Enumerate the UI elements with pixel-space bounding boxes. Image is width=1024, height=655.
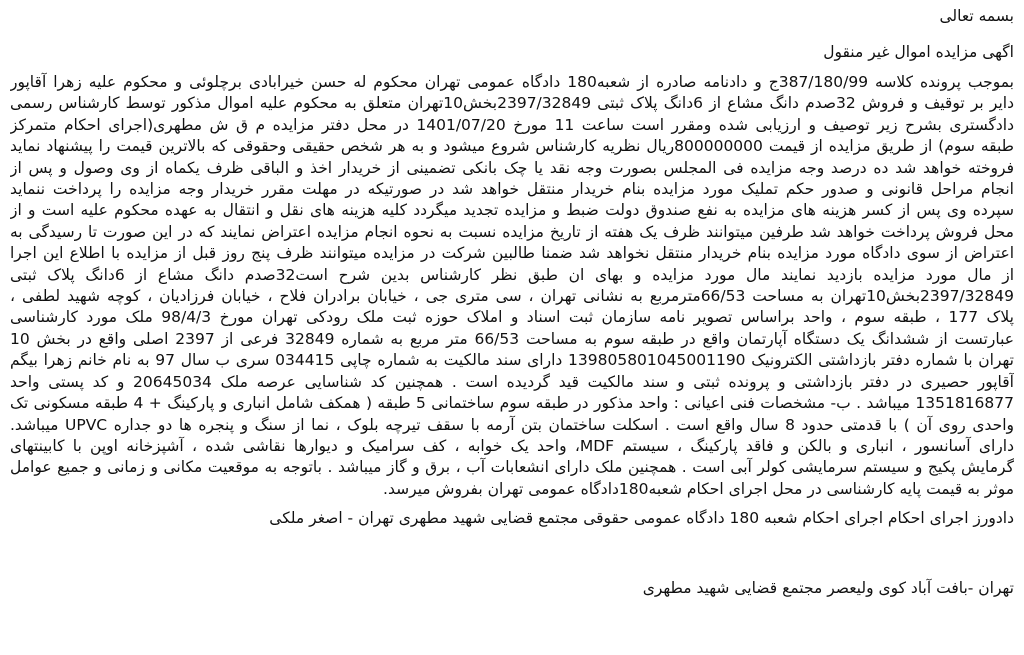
footer-address: تهران -بافت آباد کوی ولیعصر مجتمع قضایی شهید مطهری [642,578,1014,597]
body-line: دادگستری بشرح زیر توصیف و ارزیابی شده ومقرر است ساعت 11 مورخ 1401/07/20 در محل دفتر مزایده م ق ش مطهری(اجرای احکام متمرکز [10,115,1014,134]
body-line: موثر به قیمت پایه کارشناسی در محل اجرای احکام شعبه180دادگاه عمومی تهران بفروش میرسد. [383,479,1014,498]
body-line: محل فروش پرداخت خواهد شد طرفین میتوانند ظرف یک هفته از تاریخ مزایده نسبت به نحوه انجام مزایده اعتراض نمایند که در این صورت تا رسیدگی به [10,222,1014,241]
body-line: انجام مراحل قانونی و صدور حکم تملیک مورد مزایده بنام خریدار منتقل خواهد شد در صورتیکه در مهلت مقرر خریدار وجه مزایده را پرداخت ننماید [10,180,1014,199]
body-line: دایر بر توقیف و فروش 32صدم دانگ مشاع از 6دانگ پلاک ثبتی 2397/32849بخش10تهران متعلق به محکوم علیه اموال مذکور توسط کارشناس رسمی [10,94,1014,113]
notice-title: اگهی مزایده اموال غیر منقول [823,43,1014,61]
signature-line: دادورز اجرای احکام اجرای احکام شعبه 180 دادگاه عمومی حقوقی مجتمع قضایی شهید مطهری تهران - اصغر ملکی [269,509,1014,528]
body-line: از مال مورد مزایده بازدید نمایند مال مورد مزایده و بهای ان طبق نظر کارشناس بدین شرح است32صدم دانگ مشاع از 6دانگ پلاک ثبتی [10,265,1014,284]
body-line: تهران با شماره دفتر بازداشتی الکترونیک 139805801045001190 دارای سند مالکیت به شماره چاپی 034415 سری ب سال 97 به نام خانم زهرا بیگم [10,351,1014,370]
body-line: فروخته خواهد شد ده درصد وجه مزایده فی المجلس بصورت وجه نقد یا چک بانکی تضمینی از خریدار اخذ و الباقی ظرف یکماه از وی وصول و پس از [10,158,1014,177]
bismillah-heading: بسمه تعالی [939,7,1014,25]
body-line: گرمایش پکیج و سیستم سرمایشی کولر آبی است . همچنین ملک دارای انشعابات آب ، برق و گاز میباشد . باتوجه به موقعیت مکانی و زمانی و جمیع عوامل [10,458,1014,477]
body-line: عبارتست از ششدانگ یک دستگاه آپارتمان واقع در طبقه سوم به مساحت 66/53 متر مربع به شماره 32849 فرعی از 2397 اصلی واقع در بخش 10 [10,329,1014,348]
notice-body [10,72,1014,500]
spacer [10,530,1014,578]
body-line: اعتراض از سوی دادگاه مورد مزایده بنام خریدار منتقل نخواهد شد ضمنا طالبین شرکت در مزایده میتوانند ظرف پنج روز قبل از مزایده با اطلاع این اجرا [10,244,1014,263]
body-line: بموجب پرونده کلاسه 387/180/99ج و دادنامه صادره از شعبه180 دادگاه عمومی تهران محکوم له حسن خیرابادی برچلوئی و محکوم علیه زهرا آقاپور [10,73,1014,91]
body-line: واحدی روی آن ) با قدمتی حدود 8 سال واقع است . اسکلت ساختمان بتن آرمه با سقف تیرچه بلوک ، نما از سنگ و پنجره ها دو جداره UPVC میباشد. [10,415,1014,434]
body-line: طبقه سوم) از طریق مزایده از قیمت 800000000ریال نظریه کارشناس شروع میشود و به هر شخص حقیقی وحقوقی که بالاترین قیمت را پیشنهاد نماید [10,137,1014,156]
body-line: 2397/32849بخش10تهران به مساحت 66/53مترمربع به نشانی تهران ، سی متری جی ، خیابان برادران فلاح ، خیابان فرزادیان ، کوچه شهید لطفی ، [10,287,1014,306]
body-line: دارای آسانسور ، انباری و بالکن و فاقد پارکینگ ، سیستم MDF، واحد یک خوابه ، کف سرامیک و دیوارها نقاشی شده ، آشپزخانه اوپن با کابینتهای [10,436,1014,455]
body-line: پلاک 177 ، طبقه سوم ، واحد براساس تصویر نامه سازمان ثبت اسناد و املاک حوزه ثبت ملک رودکی تهران مورخ 98/4/3 ملک مورد کارشناسی [10,308,1014,327]
spacer [10,28,1014,40]
spacer [10,500,1014,508]
spacer [10,64,1014,72]
body-line: آقاپور حصیری در دفتر بازداشتی و پرونده ثبتی و سند مالکیت قید گردیده است . همچنین کد شناسایی عرصه ملک 20645034 و کد پستی واحد [10,372,1014,391]
body-line: 1351816877 میباشد . ب- مشخصات فنی اعیانی : واحد مذکور در طبقه سوم ساختمانی 5 طبقه ( همکف شامل انباری و پارکینگ + 4 طبقه مسکونی تک [10,394,1014,413]
body-line: سپرده وی پس از کسر هزینه های مزایده به نفع صندوق دولت ضبط و مزایده تجدید میگردد کلیه هزینه های نقل و انتقال به عهده محکوم علیه است و از [10,201,1014,220]
notice-document [10,4,1014,599]
